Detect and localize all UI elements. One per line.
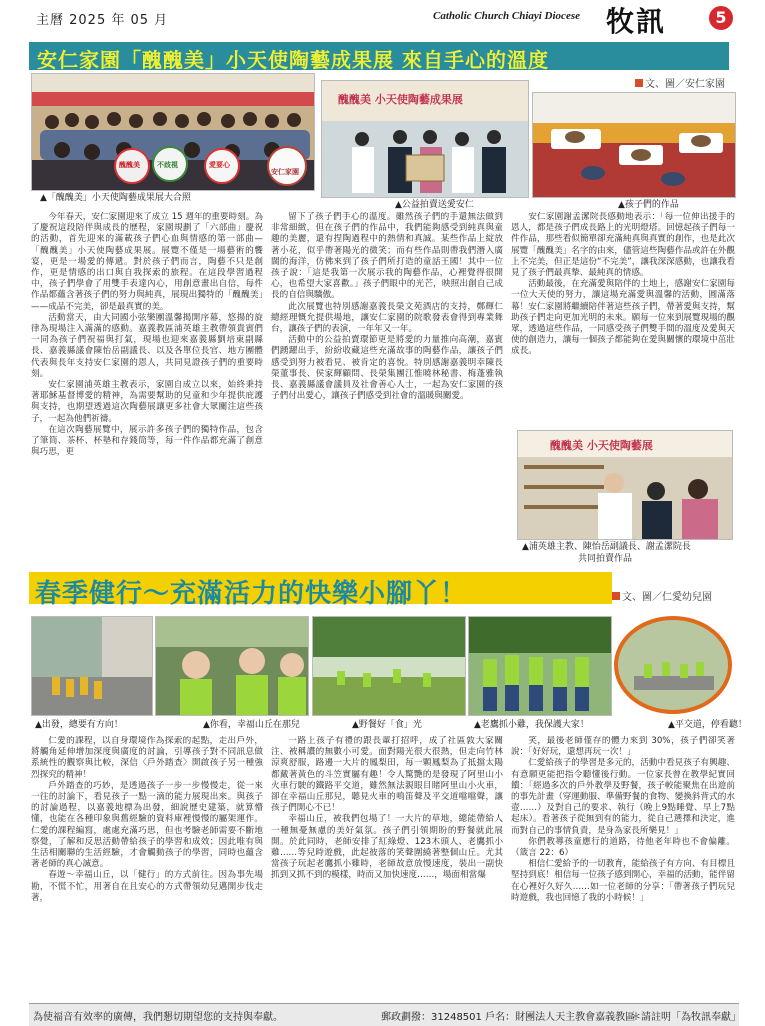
paragraph: 活動中的公益拍賣環節更是將愛的力量推向高潮，嘉賓們踴躍出手，紛紛收藏這些充滿故事的陶藝作品，讓孩子們感受到努力被看見、被肯定的喜悅。特別感謝嘉義明幸陳長榮董事長、侯家輝顧問、長榮集團江惟曉林秘書、梅蓬雅執長、嘉義縣議會議員及社會善心人士，一起為安仁家園的孩子們付出愛心，讓孩子們感受到社會的溫暖與關愛。 [271, 335, 503, 402]
hike-photo-caption: ▲老鷹抓小雞，我保護大家！ [474, 720, 589, 730]
hike-photo-caption: ▲野餐好「食」光 [352, 720, 422, 730]
exhibition-banner-text: 醜醜美 小天使陶藝成果展 [338, 93, 463, 106]
paragraph: 在這次陶藝展覽中，展示許多孩子們的獨特作品，包含了筆筒、茶杯、杯墊和存錢筒等，每一件作品都充滿了創意與巧思，更 [31, 424, 263, 458]
bishop-photo-caption-line1: ▲浦英雄主教、陳怡岳副議長、謝孟潔院長 [522, 542, 691, 552]
page-footer [29, 1003, 739, 1026]
publication-title: 牧訊 [606, 5, 667, 38]
group-photo [31, 73, 315, 191]
credit-marker-icon [612, 592, 620, 600]
article1-credit [635, 75, 725, 90]
article1-column-3 [511, 212, 735, 422]
auction-photo-caption: ▲公益拍賣送愛安仁 [395, 200, 474, 210]
paragraph: 仁愛的課程，以自身環境作為探索的起點，走出戶外，將觸角延伸增加深度與廣度的討論，引導孩子對不同訊息做系統性的觀察與比較，深信〈戶外踏查〉開啟孩子另一種強烈探究的精神！ [31, 736, 263, 780]
hike-photo-picnic-image [313, 617, 465, 715]
page-number-badge: 5 [709, 6, 733, 30]
photo-sign: 醜醜美 [119, 161, 140, 169]
paragraph: 安仁家園浦英雄主教表示，家園自成立以來，始終秉持著耶穌基督博愛的精神，為需要幫助的兒童和少年提供庇護與支持，也期望透過這次陶藝展讓更多社會大眾關注這些孩子，一起為他們祈禱。 [31, 380, 263, 424]
hike-photo-crossing [614, 616, 732, 714]
article2-credit [612, 588, 712, 603]
paragraph: 春遊～幸福山丘，以「健行」的方式前往。因為事先場勘，不慌不忙，用著自在且安心的方式帶領幼兒邁開步伐走著， [31, 870, 263, 903]
publication-english-name: Catholic Church Chiayi Diocese [433, 10, 580, 22]
paragraph: 幸福山丘，被我們包場了！一大片的草地，總能帶給人一種無憂無慮的美好氣氛。孩子們引領期盼的野餐就此展開。於此同時，老師安排了紅綠燈、123木頭人、老鷹抓小雞……等兒時遊戲，此起彼落的笑聲圍繞著整個山丘。尤其當孩子玩起老鷹抓小雞時，老師故意放慢速度，裝出一副快抓到又抓不到的模樣，時而又加快速度……，場面相當爆 [271, 814, 503, 881]
article2-headline-banner [29, 572, 612, 609]
hike-photo-hill-image [156, 617, 308, 715]
paragraph: 你們教導孩童應行的道路，待他老年時也不會偏離。（箴言 22：6） [511, 836, 735, 859]
issue-date: 主曆 2025 年 05 月 [36, 13, 169, 28]
article2-headline: 春季健行～充滿活力的快樂小腳丫！ [35, 579, 468, 609]
auction-photo [321, 80, 529, 198]
photo-sign: 安仁家園 [271, 168, 299, 176]
footer-note: ＊請註明「為牧訊奉獻」 [631, 1012, 741, 1023]
hike-photo-game [468, 616, 612, 716]
article2-column-2 [271, 736, 503, 998]
article1-column-1 [31, 212, 263, 552]
hike-photo-crossing-image [614, 616, 732, 714]
photo-sign: 不歧視 [157, 161, 178, 169]
paragraph: 安仁家園謝孟潔院長感動地表示：「每一位伸出援手的恩人，都是孩子們成長路上的光明燈塔。回憶起孩子們每一件作品，那些看似簡單卻充滿純真與真實的創作，也是此次展覽「醜醜美」名字的由來，儘管這些陶藝作品或許在外觀上不完美，但正是這份“不完美”，讓我深深感動，也讓我看見了孩子們最真摯、最純真的情感。 [511, 212, 735, 279]
hike-photo-game-image [469, 617, 611, 715]
paragraph: 留下了孩子們手心的溫度。雖然孩子們的手還無法做到非常細緻，但在孩子們的作品中，我們能夠感受到純真與童趣的美麗，還有捏陶過程中的熱情和真誠。某些作品上綻放著小花，似乎帶著陽光的微笑；而有些作品則帶我們潛入廣闊的海洋，仿佛來到了孩子們所打造的童話王國！其中一位孩子說：「這是我第一次展示我的陶藝作品，心裡覺得很開心，也希望大家喜歡。」孩子們眼中的光芒，映照出創自己成長的自信與驕傲。 [271, 212, 503, 301]
article1-headline: 安仁家園「醜醜美」小天使陶藝成果展 來自手心的溫度 [37, 48, 549, 72]
paragraph: 相信仁愛給予的一切教育，能給孩子有方向、有目標且堅持到底！相信每一位孩子感到開心，幸福的活動，能伴留在心裡好久好久……如一位老師的分享：「帶著孩子們玩兒時遊戲，我也回憶了我的小時候！」 [511, 859, 735, 903]
article2-credit-text: 文、圖／仁愛幼兒園 [622, 592, 712, 603]
hike-photo-departure-image [32, 617, 152, 715]
hike-photo-picnic [312, 616, 466, 716]
article1-credit-text: 文、圖／安仁家園 [645, 79, 725, 90]
page-header [0, 0, 765, 40]
paragraph: 活動當天，由大同國小弦樂團溫馨揭開序幕，悠揚的旋律為現場注入滿滿的感動。嘉義教區浦英雄主教帶領貴賓們一同為孩子們祝福與打氣，現場也迎來嘉義縣劉培東副縣長、嘉義縣議會陳怡岳副議長、以及各單位長官、地方團體代表與長年支持安仁家園的恩人，共同見證孩子們的重要時刻。 [31, 312, 263, 379]
kids-works-photo [532, 92, 736, 198]
article1-headline-banner [29, 42, 729, 70]
group-photo-caption: ▲「醜醜美」小天使陶藝成果展大合照 [40, 193, 191, 203]
photo-sign: 愛要心 [209, 161, 230, 169]
paragraph: 活動最後，在充滿愛與陪伴的土地上，感謝安仁家園每一位大天使的努力，讓這場充滿愛與溫馨的活動，圓滿落幕！安仁家園將繼續陪伴著這些孩子們，帶著愛與支持，幫助孩子們走向更加光明的未來。願每一位來到展覽現場的觀眾，透過這些作品，一同感受孩子們雙手間的溫度及愛與天使的創造力，讓每一個孩子都能夠在愛與關懷的環境中茁壯成長。 [511, 279, 735, 357]
hike-photo-caption: ▲平交道，停看聽！ [668, 720, 747, 730]
exhibition-banner-text: 醜醜美 小天使陶藝展 [550, 439, 653, 452]
hike-photo-departure [31, 616, 153, 716]
article1-column-2 [271, 212, 503, 552]
bishop-photo-caption-line2: 共同拍賣作品 [578, 554, 633, 564]
footer-account: 郵政劃撥：31248501 戶名：財團法人天主教會嘉義教區 [381, 1012, 636, 1023]
hike-photo-hill [155, 616, 309, 716]
paragraph: 今年春天，安仁家園迎來了成立 15 週年的重要時刻。為了慶祝這段陪伴與成長的歷程，家園規劃了「六部曲」慶祝的活動，首先迎來的滿載孩子們心血與情感的第一部曲—「醜醜美」小天使陶藝成果展。展覽不僅是一場藝術的饗宴，更是一場愛的傳遞。對於孩子們而言，陶藝不只是創作，更是情感的出口與自我探索的旅程。在這段學習過程中，孩子們學會了用雙手表達內心，用創意畫出自信，每件作品都蘊含著孩子們的努力與純真，展現出獨特的「醜醜美」——成品不完美，卻是最真實的美。 [31, 212, 263, 312]
kids-works-photo-image [533, 93, 735, 197]
article2-column-1 [31, 736, 263, 998]
article2-column-3 [511, 736, 735, 998]
footer-appeal: 為使福音有效率的廣傳，我們懇切期望您的支持與奉獻。 [33, 1012, 283, 1023]
paragraph: 戶外踏查的巧妙，是透過孩子一步一步慢慢走，從一來一往的討論下，看見孩子一點一滴的能力展現出來。與孩子的討論過程，以嘉義地標為出發，細說歷史建築，就算懵懂，也能在各種印象與舊經驗的資料庫裡慢慢的屬架運作。仁愛的課程編寫，處處充滿巧思，但也考驗老師需要不斷地察覺，了解和反思活動帶給孩子的學習和成效；因此唯有與生活相關聯的生活經驗，才會觸動孩子的學習，同時也蘊含著老師的真心誠意。 [31, 780, 263, 870]
credit-marker-icon [635, 79, 643, 87]
hike-photo-caption: ▲你看，幸福山丘在那兒 [203, 720, 300, 730]
paragraph: 此次展覽也特別感謝嘉義長榮文苑酒店的支持，鄭輝仁總經理慨允提供場地，讓安仁家園的院歌發表會得到專業舞台，讓孩子們的表演，一年年又一年。 [271, 301, 503, 335]
hike-photo-caption: ▲出發，總要有方向！ [35, 720, 123, 730]
paragraph: 笑，最後老師僅存的體力來到 30%，孩子們卻笑著說：「好好玩，還想再玩一次！」 [511, 736, 735, 758]
kids-works-photo-caption: ▲孩子們的作品 [618, 200, 679, 210]
bishop-auction-photo [517, 430, 733, 540]
paragraph: 仁愛給孩子的學習是多元的，活動中看見孩子有興趣、有意願更能把指令聽懂後行動。一位家長曾在教學紀實回饋：「經過多次的戶外教學及野餐，孩子較能聚焦在出遊前的事先計畫（穿運動服、準備野餐的食物、變換斜背式的水壺……）及對自己的要求、執行（晚上9點睡覺、早上7點起床）。看著孩子從無到有的能力，從自己選擇和決定，進而對自己的事情負責，是身為家長所樂見！」 [511, 758, 735, 836]
paragraph: 一路上孩子有禮的跟長輩打招呼，成了社區敦大家關注、被稱讚的無數小可愛。面對陽光很大很熱，但走向竹林涼爽舒服，路邊一大片的鳳梨田，每一顆鳳梨為了抵擋太陽都戴著黃色的斗笠實屬有趣！令人驚艷的是發現了阿里山小火車行駛的鐵路平交道，雖然無法親眼目睹阿里山小火車，卻在幸福山丘那兒，聽見火車的鳴笛聲及平交道噹噹聲，讓孩子們開心不已！ [271, 736, 503, 814]
